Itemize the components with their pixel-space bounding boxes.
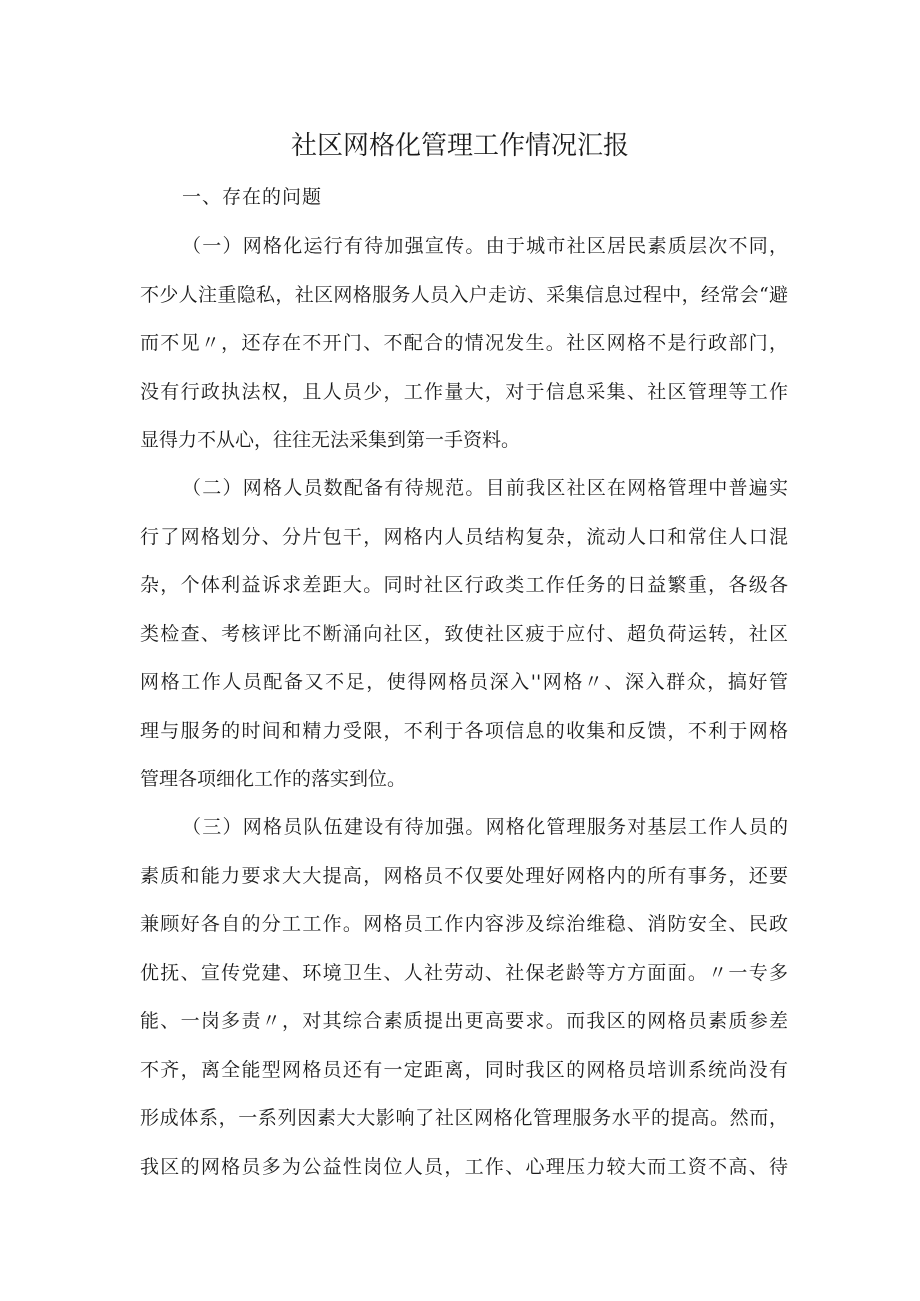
paragraph-line: 理与服务的时间和精力受限，不利于各项信息的收集和反馈，不利于网格 [140, 719, 788, 742]
paragraph-line: 我区的网格员多为公益性岗位人员，工作、心理压力较大而工资不高、待 [140, 1155, 788, 1178]
paragraph-line: 能、一岗多责〃，对其综合素质提出更高要求。而我区的网格员素质参差 [140, 1010, 788, 1032]
paragraph-line: （一）网格化运行有待加强宣传。由于城市社区居民素质层次不同， [182, 235, 788, 257]
paragraph-line: （三）网格员队伍建设有待加强。网格化管理服务对基层工作人员的 [182, 816, 788, 838]
paragraph-line: 杂，个体利益诉求差距大。同时社区行政类工作任务的日益繁重，各级各 [140, 574, 788, 596]
paragraph-3 [140, 810, 788, 1198]
paragraph-line: 管理各项细化工作的落实到位。 [140, 768, 407, 790]
paragraph-line: 不齐，离全能型网格员还有一定距离，同时我区的网格员培训系统尚没有 [140, 1058, 788, 1081]
paragraph-line: 素质和能力要求大大提高，网格员不仅要处理好网格内的所有事务，还要 [140, 864, 788, 887]
paragraph-line: （二）网格人员数配备有待规范。目前我区社区在网格管理中普遍实 [182, 477, 788, 499]
paragraph-line: 网格工作人员配备又不足，使得网格员深入''网格〃、深入群众，搞好管 [140, 671, 788, 693]
paragraph-1 [140, 229, 788, 472]
paragraph-line: 形成体系，一系列因素大大影响了社区网格化管理服务水平的提高。然而， [140, 1107, 788, 1129]
document-title: 社区网格化管理工作情况汇报 [290, 131, 629, 161]
paragraph-line: 没有行政执法权，且人员少，工作量大，对于信息采集、社区管理等工作 [140, 380, 788, 403]
paragraph-line: 兼顾好各自的分工工作。网格员工作内容涉及综治维稳、消防安全、民政 [140, 913, 788, 935]
paragraph-2 [140, 471, 788, 811]
section-heading: 一、存在的问题 [182, 186, 323, 208]
paragraph-line: 而不见〃，还存在不开门、不配合的情况发生。社区网格不是行政部门， [140, 332, 788, 354]
paragraph-line: 不少人注重隐私，社区网格服务人员入户走访、采集信息过程中，经常会“避 [140, 283, 788, 306]
paragraph-line: 显得力不从心，往往无法采集到第一手资料。 [140, 429, 521, 451]
paragraph-line: 优抚、宣传党建、环境卫生、人社劳动、社保老龄等方方面面。〃一专多 [140, 961, 788, 984]
paragraph-line: 类检查、考核评比不断涌向社区，致使社区疲于应付、超负荷运转，社区 [140, 622, 788, 645]
paragraph-line: 行了网格划分、分片包干，网格内人员结构复杂，流动人口和常住人口混 [140, 525, 788, 548]
